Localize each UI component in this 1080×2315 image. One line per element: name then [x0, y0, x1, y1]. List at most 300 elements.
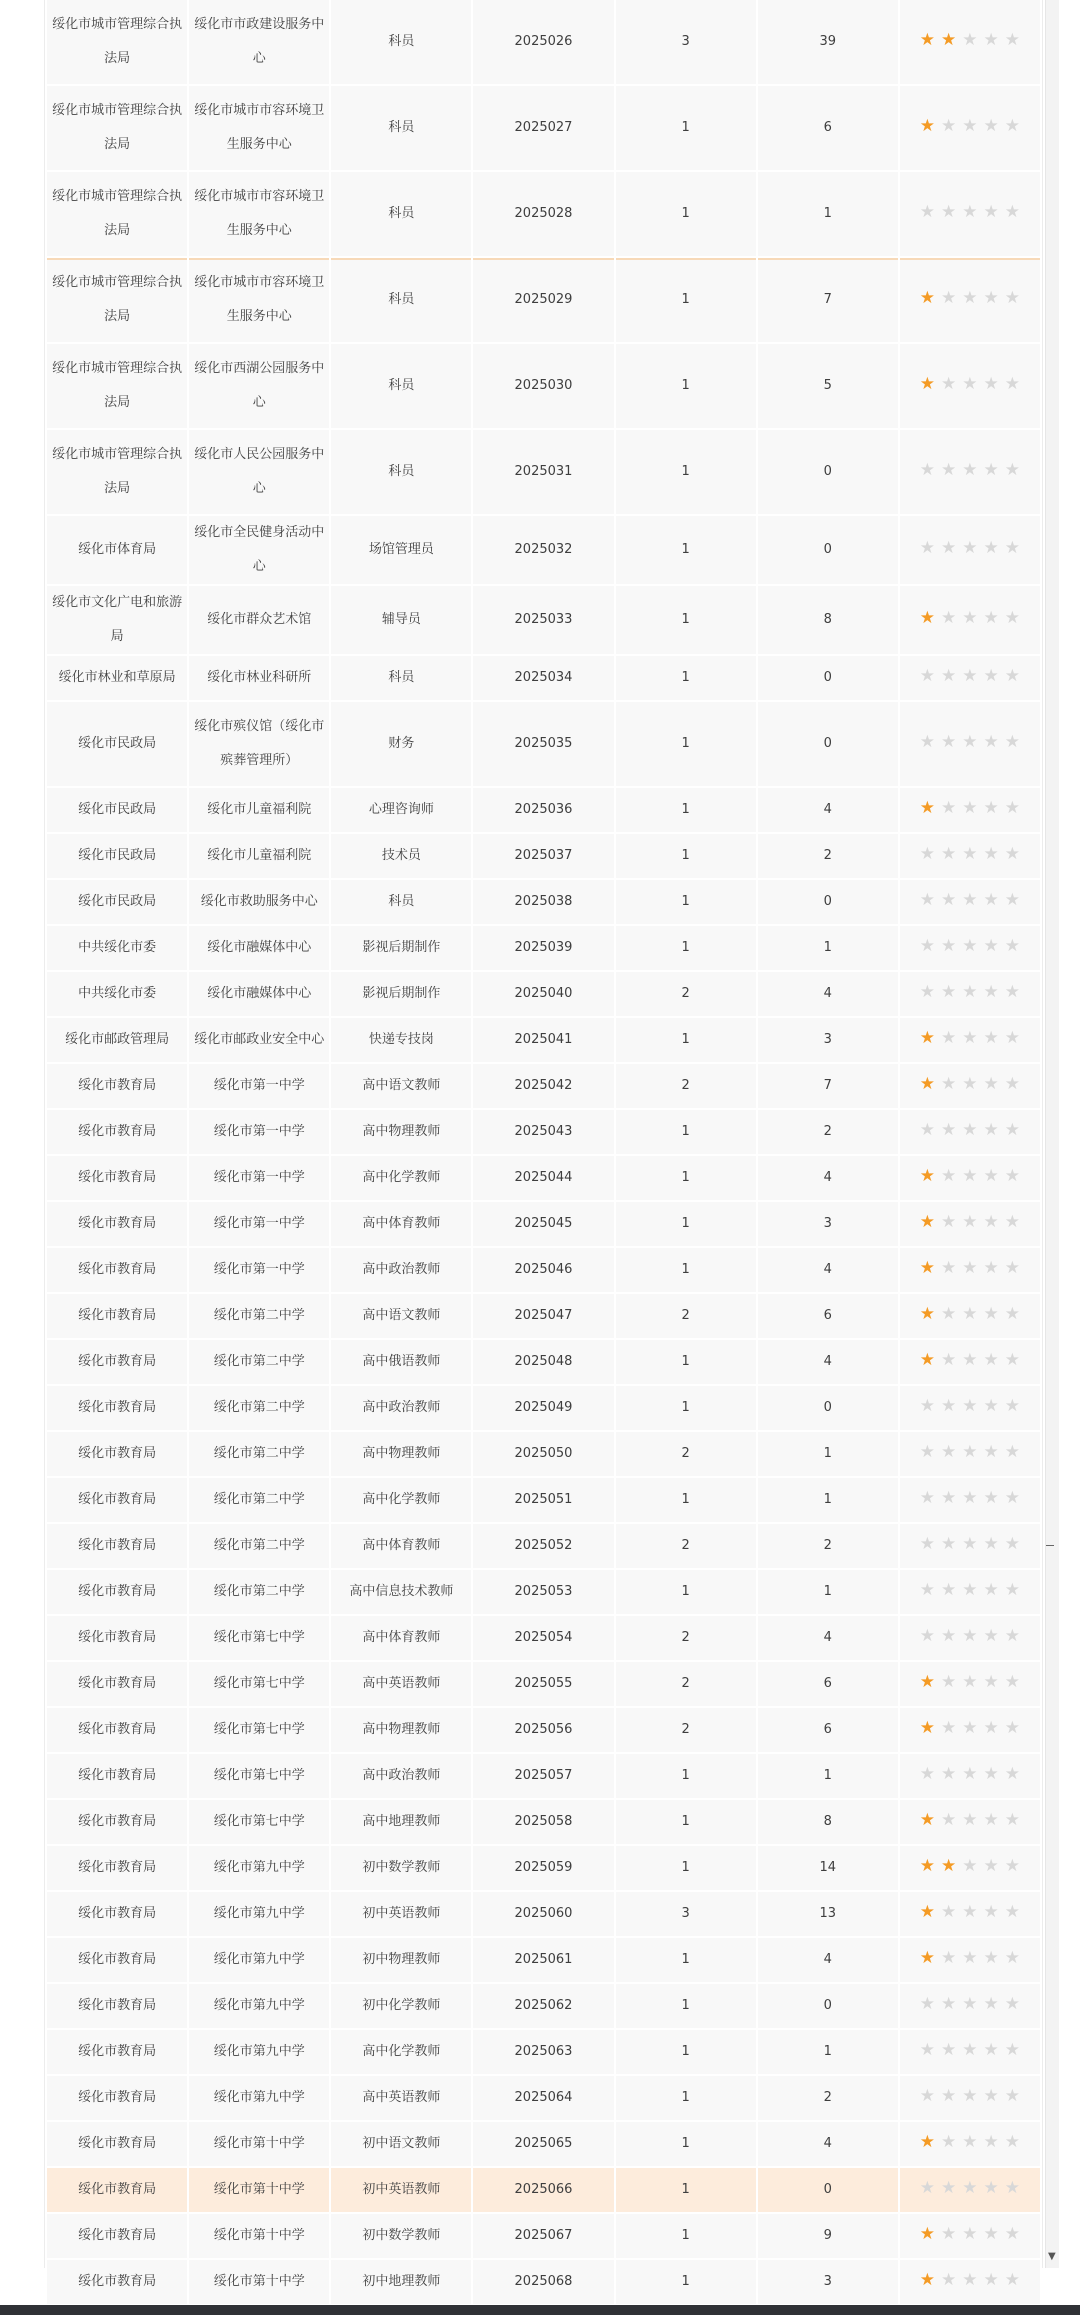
quota-cell: 2	[616, 972, 756, 1016]
applicants-cell: 1	[758, 2030, 898, 2074]
star-icon: ★	[941, 2040, 957, 2060]
position-cell: 科员	[331, 258, 471, 342]
unit-cell: 绥化市第九中学	[189, 1938, 329, 1982]
star-icon: ★	[919, 1672, 936, 1692]
position-code-cell: 2025027	[473, 86, 613, 170]
star-icon: ★	[983, 1764, 999, 1784]
star-icon: ★	[962, 1212, 978, 1232]
star-icon: ★	[983, 1580, 999, 1600]
star-icon: ★	[983, 1994, 999, 2014]
star-icon: ★	[1004, 1856, 1021, 1876]
star-icon: ★	[1004, 1488, 1021, 1508]
star-icon: ★	[941, 798, 957, 818]
position-cell: 初中英语教师	[331, 1892, 471, 1936]
rating-cell	[900, 702, 1040, 786]
unit-cell: 绥化市第二中学	[189, 1478, 329, 1522]
rating-cell	[900, 1294, 1040, 1338]
department-cell: 绥化市教育局	[47, 2030, 187, 2074]
unit-cell: 绥化市第一中学	[189, 1156, 329, 1200]
table-row	[47, 1754, 1040, 1798]
star-icon: ★	[941, 374, 957, 394]
table-row	[47, 1524, 1040, 1568]
applicants-cell: 4	[758, 1938, 898, 1982]
star-icon: ★	[1004, 1258, 1021, 1278]
star-icon: ★	[919, 1718, 936, 1738]
department-cell: 绥化市民政局	[47, 880, 187, 924]
rating-cell	[900, 1570, 1040, 1614]
table-row	[47, 926, 1040, 970]
table-row	[47, 1984, 1040, 2028]
applicants-cell: 39	[758, 0, 898, 84]
department-cell: 绥化市教育局	[47, 1846, 187, 1890]
department-cell: 绥化市教育局	[47, 1754, 187, 1798]
position-cell: 心理咨询师	[331, 788, 471, 832]
department-cell: 绥化市邮政管理局	[47, 1018, 187, 1062]
star-icon: ★	[941, 982, 957, 1002]
star-icon: ★	[962, 2224, 978, 2244]
quota-cell: 2	[616, 1662, 756, 1706]
position-cell: 高中信息技术教师	[331, 1570, 471, 1614]
star-icon: ★	[941, 2178, 957, 2198]
position-cell: 高中语文教师	[331, 1294, 471, 1338]
applicants-cell: 3	[758, 1202, 898, 1246]
rating-cell	[900, 1064, 1040, 1108]
star-icon: ★	[941, 1212, 957, 1232]
quota-cell: 1	[616, 172, 756, 256]
unit-cell: 绥化市第一中学	[189, 1202, 329, 1246]
position-code-cell: 2025066	[473, 2168, 613, 2212]
star-icon: ★	[962, 538, 978, 558]
rating-cell	[900, 172, 1040, 256]
star-icon: ★	[919, 2224, 936, 2244]
position-cell: 初中语文教师	[331, 2122, 471, 2166]
position-code-cell: 2025033	[473, 586, 613, 654]
quota-cell: 2	[616, 1294, 756, 1338]
applicants-cell: 3	[758, 2260, 898, 2304]
rating-cell	[900, 972, 1040, 1016]
table-row	[47, 2030, 1040, 2074]
position-code-cell: 2025044	[473, 1156, 613, 1200]
table-row	[47, 1846, 1040, 1890]
applicants-cell: 2	[758, 1110, 898, 1154]
star-icon: ★	[983, 1534, 999, 1554]
unit-cell: 绥化市第九中学	[189, 2076, 329, 2120]
applicants-cell: 7	[758, 1064, 898, 1108]
applicants-cell: 3	[758, 1018, 898, 1062]
star-icon: ★	[962, 666, 978, 686]
position-cell: 高中政治教师	[331, 1386, 471, 1430]
star-icon: ★	[983, 30, 999, 50]
position-cell: 科员	[331, 656, 471, 700]
position-cell: 科员	[331, 86, 471, 170]
star-icon: ★	[983, 936, 999, 956]
rating-cell	[900, 1846, 1040, 1890]
applicants-cell: 8	[758, 586, 898, 654]
star-icon: ★	[983, 982, 999, 1002]
star-icon: ★	[919, 1994, 936, 2014]
unit-cell: 绥化市西湖公园服务中心	[189, 344, 329, 428]
position-code-cell: 2025060	[473, 1892, 613, 1936]
star-icon: ★	[1004, 2132, 1021, 2152]
quota-cell: 1	[616, 1018, 756, 1062]
star-icon: ★	[1004, 30, 1021, 50]
star-icon: ★	[962, 608, 978, 628]
table-row	[47, 344, 1040, 428]
department-cell: 绥化市教育局	[47, 1110, 187, 1154]
star-icon: ★	[962, 1350, 978, 1370]
star-icon: ★	[983, 1902, 999, 1922]
department-cell: 绥化市教育局	[47, 1156, 187, 1200]
positions-table-body	[47, 0, 1040, 2304]
position-cell: 科员	[331, 172, 471, 256]
applicants-cell: 4	[758, 972, 898, 1016]
rating-cell	[900, 0, 1040, 84]
star-icon: ★	[919, 374, 936, 394]
star-icon: ★	[983, 2178, 999, 2198]
table-row	[47, 972, 1040, 1016]
star-icon: ★	[919, 1120, 936, 1140]
quota-cell: 1	[616, 880, 756, 924]
star-icon: ★	[941, 1074, 957, 1094]
position-cell: 高中英语教师	[331, 2076, 471, 2120]
quota-cell: 1	[616, 1478, 756, 1522]
table-row	[47, 1110, 1040, 1154]
position-cell: 高中俄语教师	[331, 1340, 471, 1384]
rating-cell	[900, 1432, 1040, 1476]
department-cell: 绥化市教育局	[47, 1616, 187, 1660]
applicants-cell: 0	[758, 656, 898, 700]
applicants-cell: 0	[758, 1984, 898, 2028]
star-icon: ★	[962, 732, 978, 752]
star-icon: ★	[941, 1672, 957, 1692]
position-cell: 初中化学教师	[331, 1984, 471, 2028]
unit-cell: 绥化市第二中学	[189, 1340, 329, 1384]
department-cell: 绥化市城市管理综合执法局	[47, 344, 187, 428]
star-icon: ★	[962, 890, 978, 910]
position-code-cell: 2025065	[473, 2122, 613, 2166]
table-row	[47, 1662, 1040, 1706]
quota-cell: 3	[616, 1892, 756, 1936]
rating-cell	[900, 1524, 1040, 1568]
position-cell: 高中语文教师	[331, 1064, 471, 1108]
star-icon: ★	[962, 1396, 978, 1416]
applicants-cell: 1	[758, 1478, 898, 1522]
department-cell: 绥化市教育局	[47, 1938, 187, 1982]
star-icon: ★	[941, 890, 957, 910]
position-cell: 初中数学教师	[331, 2214, 471, 2258]
star-icon: ★	[962, 202, 978, 222]
rating-cell	[900, 1478, 1040, 1522]
applicants-cell: 0	[758, 516, 898, 584]
star-icon: ★	[962, 288, 978, 308]
quota-cell: 1	[616, 656, 756, 700]
star-icon: ★	[919, 982, 936, 1002]
position-cell: 快递专技岗	[331, 1018, 471, 1062]
position-code-cell: 2025062	[473, 1984, 613, 2028]
star-icon: ★	[919, 666, 936, 686]
table-row	[47, 2214, 1040, 2258]
department-cell: 绥化市教育局	[47, 1248, 187, 1292]
rating-cell	[900, 834, 1040, 878]
position-cell: 高中化学教师	[331, 2030, 471, 2074]
unit-cell: 绥化市第十中学	[189, 2168, 329, 2212]
star-icon: ★	[962, 1810, 978, 1830]
rating-cell	[900, 656, 1040, 700]
table-row	[47, 2076, 1040, 2120]
position-cell: 高中体育教师	[331, 1202, 471, 1246]
star-icon: ★	[919, 890, 936, 910]
department-cell: 绥化市体育局	[47, 516, 187, 584]
star-icon: ★	[1004, 1120, 1021, 1140]
quota-cell: 1	[616, 1340, 756, 1384]
applicants-cell: 6	[758, 86, 898, 170]
star-icon: ★	[983, 1856, 999, 1876]
position-code-cell: 2025035	[473, 702, 613, 786]
quota-cell: 1	[616, 2168, 756, 2212]
department-cell: 绥化市教育局	[47, 1662, 187, 1706]
department-cell: 绥化市教育局	[47, 1524, 187, 1568]
quota-cell: 1	[616, 1938, 756, 1982]
unit-cell: 绥化市第十中学	[189, 2122, 329, 2166]
unit-cell: 绥化市市政建设服务中心	[189, 0, 329, 84]
rating-cell	[900, 1616, 1040, 1660]
star-icon: ★	[941, 666, 957, 686]
star-icon: ★	[941, 2224, 957, 2244]
star-icon: ★	[919, 1488, 936, 1508]
unit-cell: 绥化市群众艺术馆	[189, 586, 329, 654]
position-code-cell: 2025059	[473, 1846, 613, 1890]
unit-cell: 绥化市第九中学	[189, 1846, 329, 1890]
applicants-cell: 0	[758, 1386, 898, 1430]
quota-cell: 1	[616, 586, 756, 654]
star-icon: ★	[983, 1672, 999, 1692]
star-icon: ★	[1004, 666, 1021, 686]
star-icon: ★	[941, 1718, 957, 1738]
scrollbar[interactable]	[1045, 0, 1059, 2268]
star-icon: ★	[919, 1396, 936, 1416]
table-row	[47, 2122, 1040, 2166]
star-icon: ★	[941, 1350, 957, 1370]
department-cell: 中共绥化市委	[47, 926, 187, 970]
position-cell: 辅导员	[331, 586, 471, 654]
applicants-cell: 0	[758, 430, 898, 514]
quota-cell: 1	[616, 1156, 756, 1200]
star-icon: ★	[941, 732, 957, 752]
star-icon: ★	[1004, 2224, 1021, 2244]
table-row	[47, 1156, 1040, 1200]
star-icon: ★	[1004, 844, 1021, 864]
department-cell: 绥化市教育局	[47, 2214, 187, 2258]
position-cell: 场馆管理员	[331, 516, 471, 584]
department-cell: 绥化市教育局	[47, 1340, 187, 1384]
star-icon: ★	[919, 1902, 936, 1922]
unit-cell: 绥化市第九中学	[189, 2030, 329, 2074]
scroll-down-arrow-icon[interactable]: ▼	[1048, 2251, 1056, 2262]
quota-cell: 2	[616, 1524, 756, 1568]
applicants-cell: 4	[758, 2122, 898, 2166]
star-icon: ★	[983, 1488, 999, 1508]
unit-cell: 绥化市城市市容环境卫生服务中心	[189, 86, 329, 170]
star-icon: ★	[983, 1304, 999, 1324]
star-icon: ★	[1004, 2178, 1021, 2198]
star-icon: ★	[1004, 1902, 1021, 1922]
star-icon: ★	[1004, 1810, 1021, 1830]
star-icon: ★	[919, 1074, 936, 1094]
star-icon: ★	[941, 1994, 957, 2014]
rating-cell	[900, 86, 1040, 170]
quota-cell: 1	[616, 702, 756, 786]
table-row	[47, 1570, 1040, 1614]
rating-cell	[900, 1248, 1040, 1292]
position-code-cell: 2025036	[473, 788, 613, 832]
rating-cell	[900, 1892, 1040, 1936]
unit-cell: 绥化市第九中学	[189, 1984, 329, 2028]
applicants-cell: 13	[758, 1892, 898, 1936]
position-code-cell: 2025030	[473, 344, 613, 428]
table-row	[47, 1708, 1040, 1752]
department-cell: 绥化市民政局	[47, 702, 187, 786]
star-icon: ★	[983, 1166, 999, 1186]
star-icon: ★	[962, 1718, 978, 1738]
star-icon: ★	[962, 30, 978, 50]
star-icon: ★	[919, 460, 936, 480]
star-icon: ★	[919, 2040, 936, 2060]
position-code-cell: 2025039	[473, 926, 613, 970]
star-icon: ★	[941, 1534, 957, 1554]
position-cell: 科员	[331, 344, 471, 428]
unit-cell: 绥化市林业科研所	[189, 656, 329, 700]
position-code-cell: 2025026	[473, 0, 613, 84]
star-icon: ★	[941, 1488, 957, 1508]
quota-cell: 1	[616, 2030, 756, 2074]
star-icon: ★	[983, 460, 999, 480]
position-code-cell: 2025040	[473, 972, 613, 1016]
star-icon: ★	[919, 844, 936, 864]
star-icon: ★	[941, 2132, 957, 2152]
table-row	[47, 1386, 1040, 1430]
department-cell: 绥化市教育局	[47, 1386, 187, 1430]
star-icon: ★	[1004, 288, 1021, 308]
star-icon: ★	[941, 288, 957, 308]
department-cell: 中共绥化市委	[47, 972, 187, 1016]
rating-cell	[900, 1156, 1040, 1200]
department-cell: 绥化市教育局	[47, 2168, 187, 2212]
star-icon: ★	[1004, 2270, 1021, 2290]
quota-cell: 3	[616, 0, 756, 84]
star-icon: ★	[983, 1074, 999, 1094]
star-icon: ★	[1004, 890, 1021, 910]
quota-cell: 1	[616, 1754, 756, 1798]
positions-table-container	[44, 0, 1043, 2290]
quota-cell: 1	[616, 2076, 756, 2120]
star-icon: ★	[1004, 116, 1021, 136]
star-icon: ★	[962, 1948, 978, 1968]
table-row	[47, 1340, 1040, 1384]
star-icon: ★	[1004, 1672, 1021, 1692]
position-cell: 高中英语教师	[331, 1662, 471, 1706]
star-icon: ★	[983, 1028, 999, 1048]
star-icon: ★	[941, 1902, 957, 1922]
table-row	[47, 258, 1040, 342]
unit-cell: 绥化市第一中学	[189, 1248, 329, 1292]
table-row	[47, 516, 1040, 584]
applicants-cell: 1	[758, 1432, 898, 1476]
department-cell: 绥化市民政局	[47, 788, 187, 832]
position-code-cell: 2025054	[473, 1616, 613, 1660]
star-icon: ★	[1004, 982, 1021, 1002]
star-icon: ★	[941, 1258, 957, 1278]
star-icon: ★	[983, 538, 999, 558]
position-code-cell: 2025031	[473, 430, 613, 514]
rating-cell	[900, 1662, 1040, 1706]
rating-cell	[900, 344, 1040, 428]
star-icon: ★	[1004, 1442, 1021, 1462]
department-cell: 绥化市教育局	[47, 2260, 187, 2304]
department-cell: 绥化市教育局	[47, 1708, 187, 1752]
star-icon: ★	[962, 2178, 978, 2198]
position-code-cell: 2025061	[473, 1938, 613, 1982]
rating-cell	[900, 1202, 1040, 1246]
star-icon: ★	[1004, 1028, 1021, 1048]
table-row	[47, 430, 1040, 514]
star-icon: ★	[962, 1902, 978, 1922]
unit-cell: 绥化市第九中学	[189, 1892, 329, 1936]
star-icon: ★	[962, 2086, 978, 2106]
applicants-cell: 2	[758, 1524, 898, 1568]
rating-cell	[900, 1984, 1040, 2028]
star-icon: ★	[941, 1948, 957, 1968]
star-icon: ★	[919, 608, 936, 628]
star-icon: ★	[1004, 538, 1021, 558]
rating-cell	[900, 880, 1040, 924]
position-code-cell: 2025068	[473, 2260, 613, 2304]
star-icon: ★	[919, 1442, 936, 1462]
star-icon: ★	[919, 1304, 936, 1324]
star-icon: ★	[941, 538, 957, 558]
rating-cell	[900, 1938, 1040, 1982]
star-icon: ★	[1004, 1580, 1021, 1600]
applicants-cell: 5	[758, 344, 898, 428]
rating-cell	[900, 2214, 1040, 2258]
star-icon: ★	[983, 288, 999, 308]
applicants-cell: 6	[758, 1294, 898, 1338]
applicants-cell: 1	[758, 172, 898, 256]
unit-cell: 绥化市第二中学	[189, 1570, 329, 1614]
unit-cell: 绥化市第七中学	[189, 1708, 329, 1752]
star-icon: ★	[919, 1212, 936, 1232]
star-icon: ★	[962, 1672, 978, 1692]
position-code-cell: 2025056	[473, 1708, 613, 1752]
position-code-cell: 2025063	[473, 2030, 613, 2074]
star-icon: ★	[962, 1626, 978, 1646]
position-cell: 科员	[331, 880, 471, 924]
applicants-cell: 6	[758, 1708, 898, 1752]
quota-cell: 1	[616, 2260, 756, 2304]
applicants-cell: 4	[758, 788, 898, 832]
star-icon: ★	[983, 1810, 999, 1830]
department-cell: 绥化市教育局	[47, 1064, 187, 1108]
table-row	[47, 586, 1040, 654]
position-code-cell: 2025067	[473, 2214, 613, 2258]
position-code-cell: 2025046	[473, 1248, 613, 1292]
star-icon: ★	[919, 1948, 936, 1968]
star-icon: ★	[962, 1764, 978, 1784]
star-icon: ★	[962, 1534, 978, 1554]
star-icon: ★	[962, 1166, 978, 1186]
star-icon: ★	[1004, 1626, 1021, 1646]
quota-cell: 1	[616, 344, 756, 428]
position-code-cell: 2025038	[473, 880, 613, 924]
